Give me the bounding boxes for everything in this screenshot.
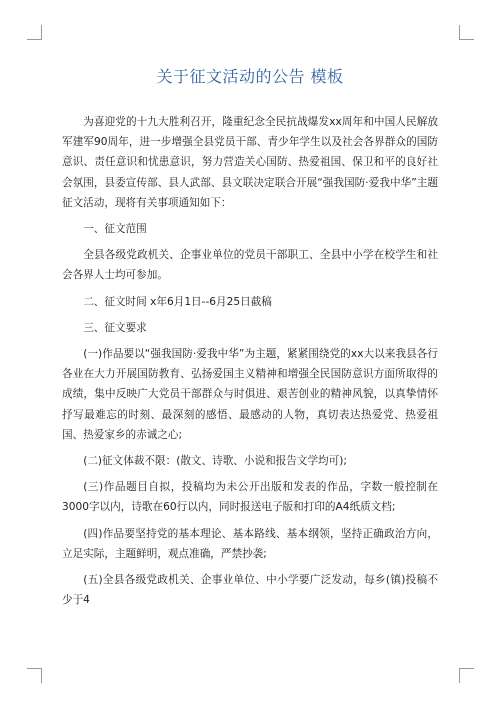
crop-mark-bottom-left xyxy=(27,668,42,683)
requirement-item-2: (二)征文体裁不限：(散文、诗歌、小说和报告文学均可); xyxy=(83,455,347,468)
crop-mark-bottom-right xyxy=(459,668,474,683)
crop-mark-top-right xyxy=(459,25,474,40)
section-heading-requirements: 三、征文要求 xyxy=(83,321,147,334)
requirement-item-3: (三)作品题目自拟，投稿均为未公开出版和发表的作品，字数一般控制在3000字以内，诗歌在60行以内，同时报送电子版和打印的A4纸质文档; xyxy=(62,481,438,514)
section-heading-scope: 一、征文范围 xyxy=(83,223,147,236)
requirement-item-5: (五)全县各级党政机关、企事业单位、中小学要广泛发动，每乡(镇)投稿不少于4 xyxy=(62,574,438,607)
requirement-item-4: (四)作品要坚持党的基本理论、基本路线、基本纲领，坚持正确政治方向，立足实际，主题鲜明，观点准确，严禁抄袭; xyxy=(62,527,438,560)
requirement-item-1: (一)作品要以“强我国防·爱我中华”为主题，紧紧围绕党的xx大以来我县各行各业在大力开展国防教育、弘扬爱国主义精神和增强全民国防意识方面所取得的成绩，集中反映广大党员干部群众与时俱进、艰苦创业的精神风貌，以真挚情怀抒写最难忘的时刻、最深刻的感悟、最感动的人物，真切表达热爱党、热爱祖国、热爱家乡的赤诚之心; xyxy=(62,348,438,441)
crop-mark-top-left xyxy=(27,25,42,40)
scope-paragraph: 全县各级党政机关、企事业单位的党员干部职工、全县中小学在校学生和社会各界人士均可参加。 xyxy=(62,249,438,282)
intro-paragraph: 为喜迎党的十九大胜利召开，隆重纪念全民抗战爆发xx周年和中国人民解放军建军90周年，进一步增强全县党员干部、青少年学生以及社会各界群众的国防意识、责任意识和忧患意识，努力营造关心国防、热爱祖国、保卫和平的良好社会氛围，县委宣传部、县人武部、县文联决定联合开展“强我国防·爱我中华”主题征文活动，现将有关事项通知如下： xyxy=(62,116,438,209)
document-title: 关于征文活动的公告 模板 xyxy=(156,67,344,86)
document-body xyxy=(62,112,438,616)
section-heading-time: 二、征文时间 x年6月1日--6月25日截稿 xyxy=(83,295,272,308)
